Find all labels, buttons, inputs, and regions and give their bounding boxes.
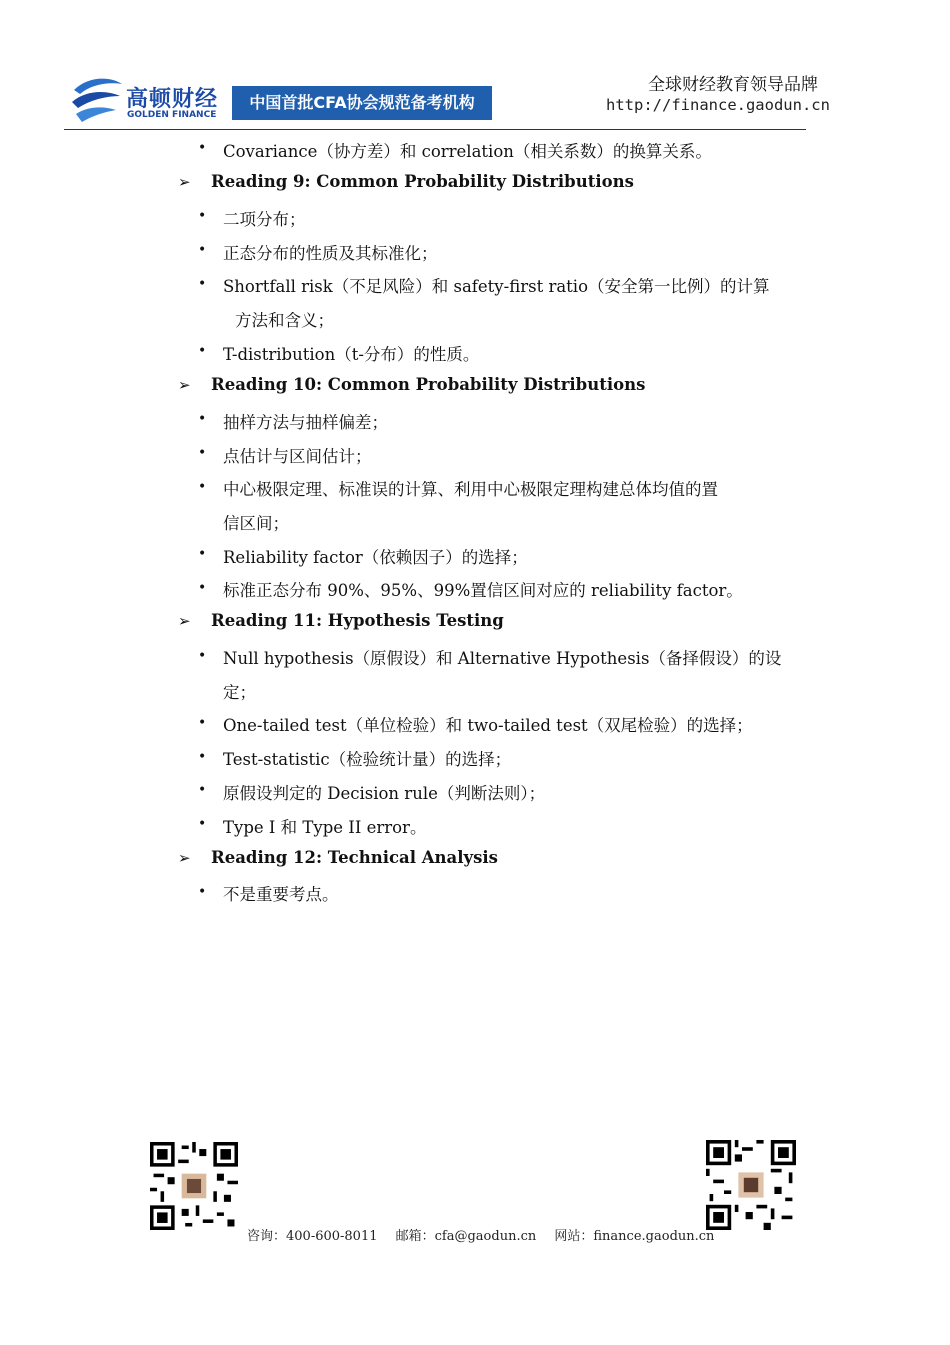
logo-swoosh-icon <box>70 74 126 124</box>
bullet-icon: • <box>198 445 207 461</box>
qr-code-icon <box>150 1142 238 1230</box>
arrow-bullet-icon: ➢ <box>178 173 191 191</box>
logo-chinese-name: 高顿财经 <box>126 87 219 112</box>
list-item: 标准正态分布 90%、95%、99%置信区间对应的 reliability factor。 <box>223 581 743 600</box>
bullet-icon: • <box>198 343 207 359</box>
list-item: One-tailed test（单位检验）和 two-tailed test（双尾检验）的选择； <box>223 716 753 735</box>
list-item: T-distribution（t-分布）的性质。 <box>223 345 480 364</box>
list-item-continuation: 方法和含义； <box>235 311 334 330</box>
bullet-icon: • <box>198 242 207 258</box>
bullet-icon: • <box>198 782 207 798</box>
header-divider <box>64 129 806 130</box>
list-item: 点估计与区间估计； <box>223 447 372 466</box>
list-item: Reliability factor（依赖因子）的选择； <box>223 548 528 567</box>
bullet-icon: • <box>198 479 207 495</box>
header-tagline: 全球财经教育领导品牌 <box>648 75 818 95</box>
footer-email[interactable]: 邮箱：cfa@gaodun.cn <box>395 1229 537 1244</box>
qr-code-icon <box>706 1140 796 1230</box>
bullet-icon: • <box>198 816 207 832</box>
bullet-icon: • <box>198 411 207 427</box>
bullet-icon: • <box>198 648 207 664</box>
bullet-icon: • <box>198 715 207 731</box>
bullet-icon: • <box>198 208 207 224</box>
section-heading-reading-9: Reading 9: Common Probability Distributions <box>211 172 634 191</box>
list-item-continuation: 信区间； <box>223 514 289 533</box>
list-item-continuation: 定； <box>223 683 256 702</box>
footer-contact <box>247 1225 728 1244</box>
list-item: 原假设判定的 Decision rule（判断法则）； <box>223 784 546 803</box>
arrow-bullet-icon: ➢ <box>178 849 191 867</box>
bullet-icon: • <box>198 580 207 596</box>
list-item: 中心极限定理、标准误的计算、利用中心极限定理构建总体均值的置 <box>223 480 718 499</box>
list-item: 二项分布； <box>223 210 306 229</box>
header-banner: 中国首批CFA协会规范备考机构 <box>232 86 492 120</box>
footer-website[interactable]: 网站：finance.gaodun.cn <box>554 1229 715 1244</box>
bullet-icon: • <box>198 884 207 900</box>
list-item: Shortfall risk（不足风险）和 safety-first ratio（安全第一比例）的计算 <box>223 277 770 296</box>
list-item: 抽样方法与抽样偏差； <box>223 413 388 432</box>
list-item: Covariance（协方差）和 correlation（相关系数）的换算关系。 <box>223 142 712 161</box>
arrow-bullet-icon: ➢ <box>178 376 191 394</box>
list-item: 正态分布的性质及其标准化； <box>223 244 438 263</box>
bullet-icon: • <box>198 546 207 562</box>
list-item: Type I 和 Type II error。 <box>223 818 427 837</box>
section-heading-reading-11: Reading 11: Hypothesis Testing <box>211 611 504 630</box>
footer-phone[interactable]: 咨询：400-600-8011 <box>247 1229 378 1244</box>
company-logo <box>70 74 230 126</box>
list-item: Test-statistic（检验统计量）的选择； <box>223 750 512 769</box>
header-url[interactable]: http://finance.gaodun.cn <box>606 96 830 114</box>
bullet-icon: • <box>198 276 207 292</box>
section-heading-reading-10: Reading 10: Common Probability Distributions <box>211 375 646 394</box>
list-item: 不是重要考点。 <box>223 885 339 904</box>
arrow-bullet-icon: ➢ <box>178 612 191 630</box>
logo-english-name: GOLDEN FINANCE <box>127 110 217 120</box>
list-item: Null hypothesis（原假设）和 Alternative Hypothesis（备择假设）的设 <box>223 649 782 668</box>
bullet-icon: • <box>198 749 207 765</box>
section-heading-reading-12: Reading 12: Technical Analysis <box>211 848 498 867</box>
bullet-icon: • <box>198 140 207 156</box>
